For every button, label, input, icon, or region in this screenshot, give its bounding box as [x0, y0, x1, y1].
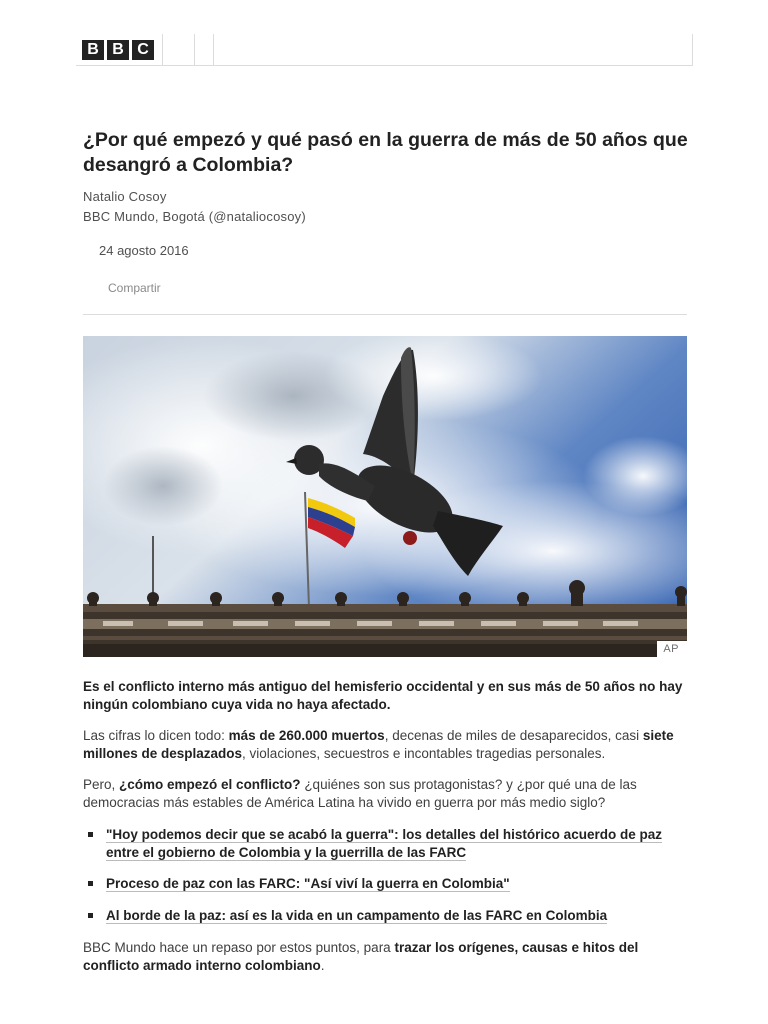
- related-link-text[interactable]: Proceso de paz con las FARC: "Así viví la guerra en Colombia": [106, 876, 510, 891]
- paragraph-text: BBC Mundo hace un repaso por estos puntos, para: [83, 940, 395, 955]
- paragraph-questions: [83, 776, 687, 811]
- author-name: Natalio Cosoy: [83, 189, 167, 204]
- divider: [83, 314, 687, 315]
- paragraph-figures: [83, 727, 687, 762]
- header-divider: [162, 34, 163, 65]
- paragraph-summary: [83, 939, 687, 974]
- hero-image: [83, 336, 687, 657]
- paragraph-text: Pero,: [83, 777, 120, 792]
- bullet-icon: [88, 832, 93, 837]
- share-button[interactable]: Compartir: [108, 281, 161, 295]
- related-link-text[interactable]: Al borde de la paz: así es la vida en un campamento de las FARC en Colombia: [106, 907, 608, 923]
- publish-date: 24 agosto 2016: [99, 243, 189, 258]
- image-credit: AP: [657, 641, 687, 657]
- logo-letter-c: C: [132, 40, 154, 60]
- paragraph-emphasis: trazar los orígenes, causas e hitos del conflicto armado interno colombiano: [83, 940, 639, 973]
- paragraph-text: .: [320, 957, 325, 973]
- paragraph-text: ¿quiénes son sus protagonistas? y ¿por qué una de las democracias más estables de América Latina ha vivido en guerra por más medio siglo?: [83, 777, 637, 810]
- paragraph-emphasis: siete millones de desplazados: [83, 728, 674, 761]
- bullet-icon: [88, 913, 93, 918]
- paragraph-text: , violaciones, secuestros e incontables tragedias personales.: [242, 745, 606, 761]
- article-lead: Es el conflicto interno más antiguo del hemisferio occidental y en sus más de 50 años no hay ningún colombiano cuya vida no haya afectado.: [83, 679, 683, 712]
- related-link-item[interactable]: [83, 826, 687, 861]
- bullet-icon: [88, 881, 93, 886]
- paragraph-emphasis: más de 260.000 muertos: [228, 728, 385, 743]
- logo-letter-b1: B: [82, 40, 104, 60]
- article-title: ¿Por qué empezó y qué pasó en la guerra de más de 50 años que desangró a Colombia?: [83, 129, 688, 176]
- header-divider: [213, 34, 214, 65]
- related-link-text[interactable]: "Hoy podemos decir que se acabó la guerra": los detalles del histórico acuerdo de paz entre el gobierno de Colombia y la guerrilla de las FARC: [106, 827, 662, 860]
- related-link-item[interactable]: [83, 907, 687, 925]
- paragraph-text: , decenas de miles de desaparecidos, casi: [384, 728, 643, 743]
- site-header: [76, 34, 693, 66]
- paragraph-emphasis: ¿cómo empezó el conflicto?: [119, 777, 301, 792]
- pigeon-over-capitol-photo: [83, 336, 687, 657]
- logo-letter-b2: B: [107, 40, 129, 60]
- related-links: [83, 826, 687, 924]
- related-link-item[interactable]: [83, 875, 687, 893]
- paragraph-text: Las cifras lo dicen todo:: [83, 728, 229, 743]
- author-location: BBC Mundo, Bogotá (@nataliocosoy): [83, 209, 306, 224]
- header-divider: [194, 34, 195, 65]
- bbc-logo[interactable]: [82, 40, 154, 60]
- header-divider: [692, 34, 693, 65]
